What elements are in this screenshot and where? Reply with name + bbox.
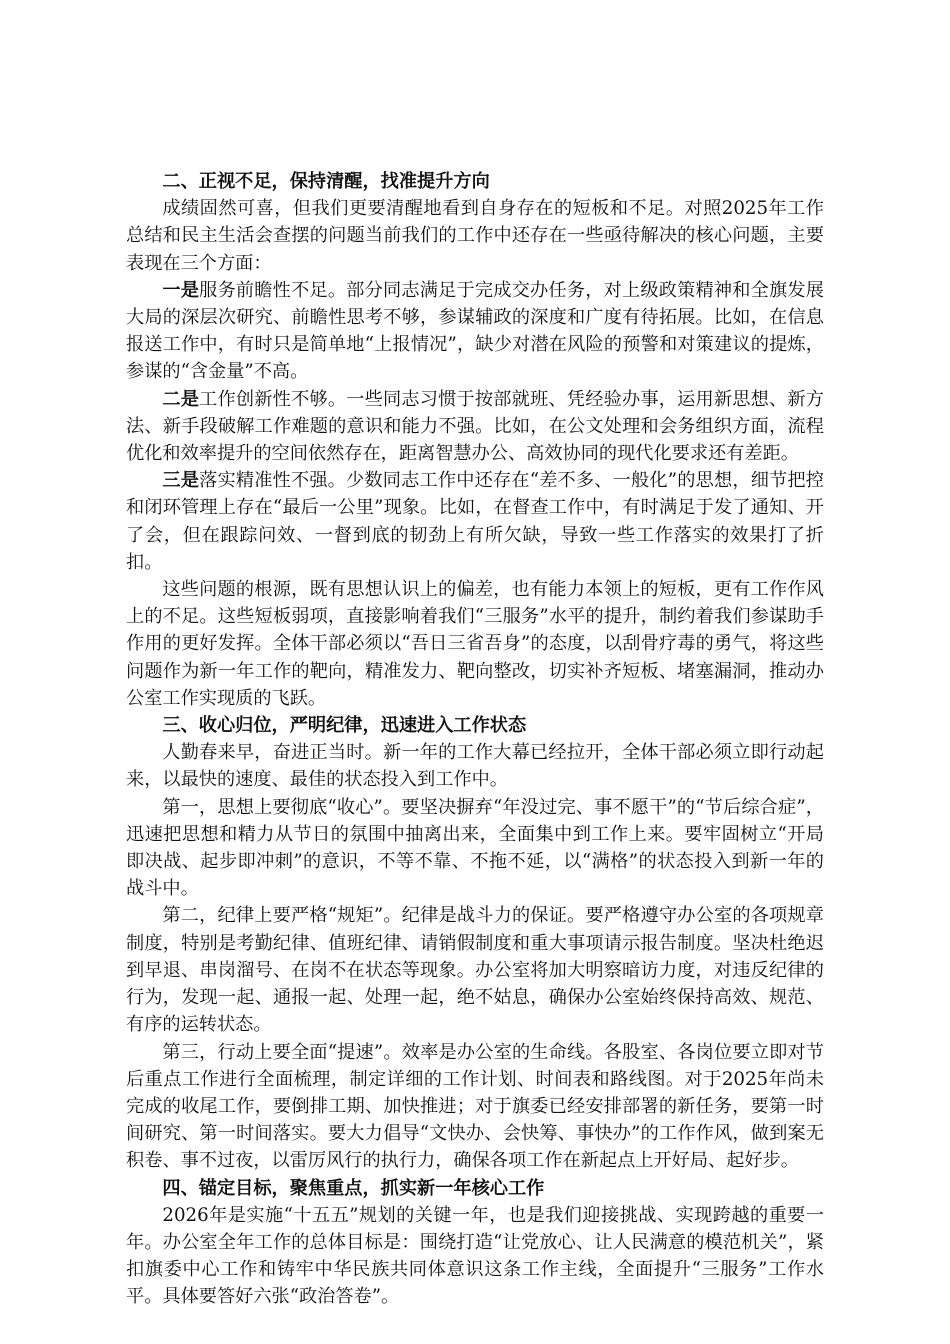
paragraph: 第三，行动上要全面“提速”。效率是办公室的生命线。各股室、各岗位要立即对节后重点工作进行全面梳理，制定详细的工作计划、时间表和路线图。对于2025年尚未完成的收尾工作，要倒排工期、加快推进；对于旗委已经安排部署的新任务，要第一时间研究、第一时间落实。要大力倡导“文快办、会快筹、事快办”的工作作风，做到案无积卷、事不过夜，以雷厉风行的执行力，确保各项工作在新起点上开好局、起好步。 xyxy=(126,1041,824,1172)
paragraph: 第二，纪律上要严格“规矩”。纪律是战斗力的保证。要严格遵守办公室的各项规章制度，特别是考勤纪律、值班纪律、请销假制度和重大事项请示报告制度。坚决杜绝迟到早退、串岗溜号、在岗不在状态等现象。办公室将加大明察暗访力度，对违反纪律的行为，发现一起、通报一起、处理一起，绝不姑息，确保办公室始终保持高效、规范、有序的运转状态。 xyxy=(126,905,824,1036)
paragraph: 这些问题的根源，既有思想认识上的偏差，也有能力本领上的短板，更有工作作风上的不足。这些短板弱项，直接影响着我们“三服务”水平的提升，制约着我们参谋助手作用的更好发挥。全体干部必须以“吾日三省吾身”的态度，以刮骨疗毒的勇气，将这些问题作为新一年工作的靶向，精准发力、靶向整改，切实补齐短板、堵塞漏洞，推动办公室工作实现质的飞跃。 xyxy=(126,579,824,709)
section-heading: 二、正视不足，保持清醒，找准提升方向 xyxy=(162,171,490,192)
paragraph: 人勤春来早，奋进正当时。新一年的工作大幕已经拉开，全体干部必须立即行动起来，以最快的速度、最佳的状态投入到工作中。 xyxy=(126,742,824,791)
section-heading: 四、锚定目标，聚焦重点，抓实新一年核心工作 xyxy=(162,1177,545,1199)
paragraph: 三是落实精准性不强。少数同志工作中还存在“差不多、一般化”的思想，细节把控和闭环管理上存在“最后一公里”现象。比如，在督查工作中，有时满足于发了通知、开了会，但在跟踪问效、一督到底的韧劲上有所欠缺，导致一些工作落实的效果打了折扣。 xyxy=(126,470,824,573)
paragraph: 一是服务前瞻性不足。部分同志满足于完成交办任务，对上级政策精神和全旗发展大局的深层次研究、前瞻性思考不够，参谋辅政的深度和广度有待拓展。比如，在信息报送工作中，有时只是简单地“上报情况”，缺少对潜在风险的预警和对策建议的提炼，参谋的“含金量”不高。 xyxy=(126,279,824,383)
document-body xyxy=(126,168,824,1311)
paragraph-lead: 二是 xyxy=(162,388,200,410)
paragraph: 二是工作创新性不够。一些同志习惯于按部就班、凭经验办事，运用新思想、新方法、新手段破解工作难题的意识和能力不强。比如，在公文处理和会务组织方面，流程优化和效率提升的空间依然存在，距离智慧办公、高效协同的现代化要求还有差距。 xyxy=(126,388,824,465)
paragraph: 2026年是实施“十五五”规划的关键一年，也是我们迎接挑战、实现跨越的重要一年。办公室全年工作的总体目标是：围绕打造“让党放心、让人民满意的模范机关”，紧扣旗委中心工作和铸牢中华民族共同体意识这条工作主线，全面提升“三服务”工作水平。具体要答好六张“政治答卷”。 xyxy=(126,1204,824,1308)
paragraph-lead: 三是 xyxy=(162,470,200,492)
paragraph: 第一，思想上要彻底“收心”。要坚决摒弃“年没过完、事不愿干”的“节后综合症”，迅速把思想和精力从节日的氛围中抽离出来，全面集中到工作上来。要牢固树立“开局即决战、起步即冲刺”的意识，不等不靠、不拖不延，以“满格”的状态投入到新一年的战斗中。 xyxy=(126,796,824,900)
paragraph-lead: 一是 xyxy=(162,279,200,301)
section-heading: 三、收心归位，严明纪律，迅速进入工作状态 xyxy=(162,715,527,737)
paragraph: 成绩固然可喜，但我们更要清醒地看到自身存在的短板和不足。对照2025年工作总结和民主生活会查摆的问题当前我们的工作中还存在一些亟待解决的核心问题，主要表现在三个方面： xyxy=(126,198,824,274)
